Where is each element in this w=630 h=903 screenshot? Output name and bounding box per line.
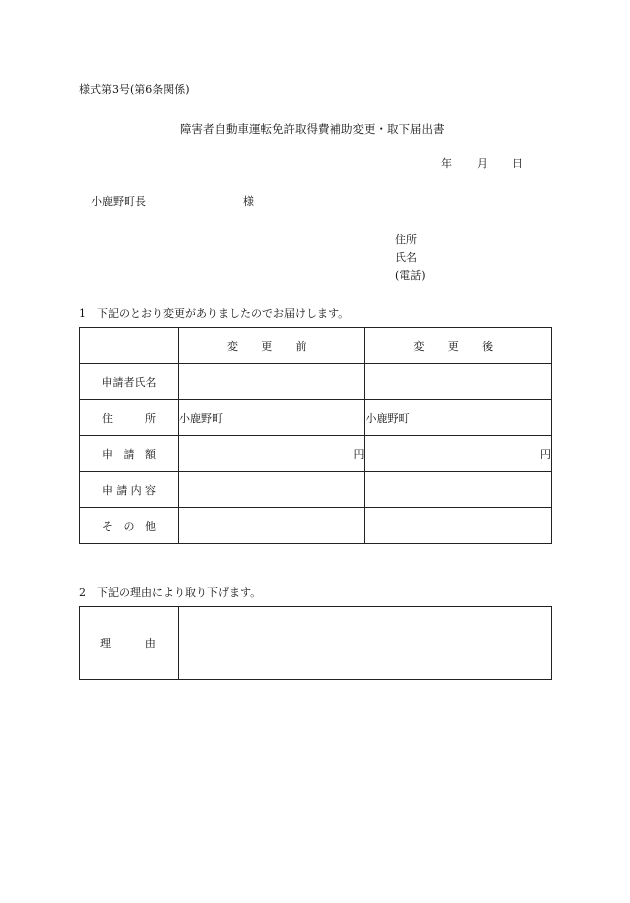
other-after-field[interactable] <box>365 508 552 544</box>
applicant-phone-label: (電話) <box>395 269 426 282</box>
label-char: 由 <box>144 637 156 650</box>
table-header-row <box>80 328 552 364</box>
applicant-name-label: 氏名 <box>395 251 417 264</box>
row-label-address <box>80 400 179 436</box>
address-before-field[interactable]: 小鹿野町 <box>178 400 365 436</box>
row-label-amount <box>80 436 179 472</box>
date-year-label: 年 <box>441 157 452 170</box>
form-number: 様式第3号(第6条関係) <box>79 83 190 96</box>
row-label-other <box>80 508 179 544</box>
table-row <box>80 472 552 508</box>
applicant-name-after-field[interactable] <box>365 364 552 400</box>
header-blank-cell <box>80 328 179 364</box>
header-after: 変 更 後 <box>365 328 552 364</box>
section1-heading: 1 下記のとおり変更がありましたのでお届けします。 <box>79 307 350 320</box>
content-before-field[interactable] <box>178 472 365 508</box>
applicant-name-before-field[interactable] <box>178 364 365 400</box>
applicant-address-label: 住所 <box>395 233 417 246</box>
label-text: 申請者氏名 <box>101 375 157 389</box>
label-char: 内 <box>130 483 142 497</box>
table-row <box>80 400 552 436</box>
amount-after-field[interactable]: 円 <box>365 436 552 472</box>
recipient-name: 小鹿野町長 <box>91 195 146 208</box>
table-row <box>80 436 552 472</box>
reason-table <box>79 606 552 680</box>
label-char: 住 <box>102 411 113 425</box>
section2-heading: 2 下記の理由により取り下げます。 <box>79 586 262 599</box>
label-char: 請 <box>123 447 135 461</box>
label-char: 申 <box>102 447 113 461</box>
document-title: 障害者自動車運転免許取得費補助変更・取下届出書 <box>180 122 445 136</box>
address-after-field[interactable]: 小鹿野町 <box>365 400 552 436</box>
label-char: 請 <box>116 483 128 497</box>
content-after-field[interactable] <box>365 472 552 508</box>
row-label-content <box>80 472 179 508</box>
reason-field[interactable] <box>178 607 551 680</box>
table-row <box>80 364 552 400</box>
date-day-label: 日 <box>512 157 523 170</box>
reason-row <box>80 607 552 680</box>
label-char: 申 <box>102 483 113 497</box>
label-char: 理 <box>100 637 111 650</box>
label-char: そ <box>102 519 113 533</box>
table-row <box>80 508 552 544</box>
label-char: 容 <box>144 483 156 497</box>
label-char: 他 <box>144 519 156 533</box>
amount-before-field[interactable]: 円 <box>178 436 365 472</box>
row-label-reason <box>80 607 179 680</box>
recipient-honorific: 様 <box>243 195 254 208</box>
date-month-label: 月 <box>477 157 488 170</box>
other-before-field[interactable] <box>178 508 365 544</box>
row-label-applicant-name <box>80 364 179 400</box>
header-before: 変 更 前 <box>178 328 365 364</box>
label-char: の <box>123 519 135 533</box>
change-table <box>79 327 552 544</box>
label-char: 所 <box>144 411 156 425</box>
label-char: 額 <box>144 447 156 461</box>
